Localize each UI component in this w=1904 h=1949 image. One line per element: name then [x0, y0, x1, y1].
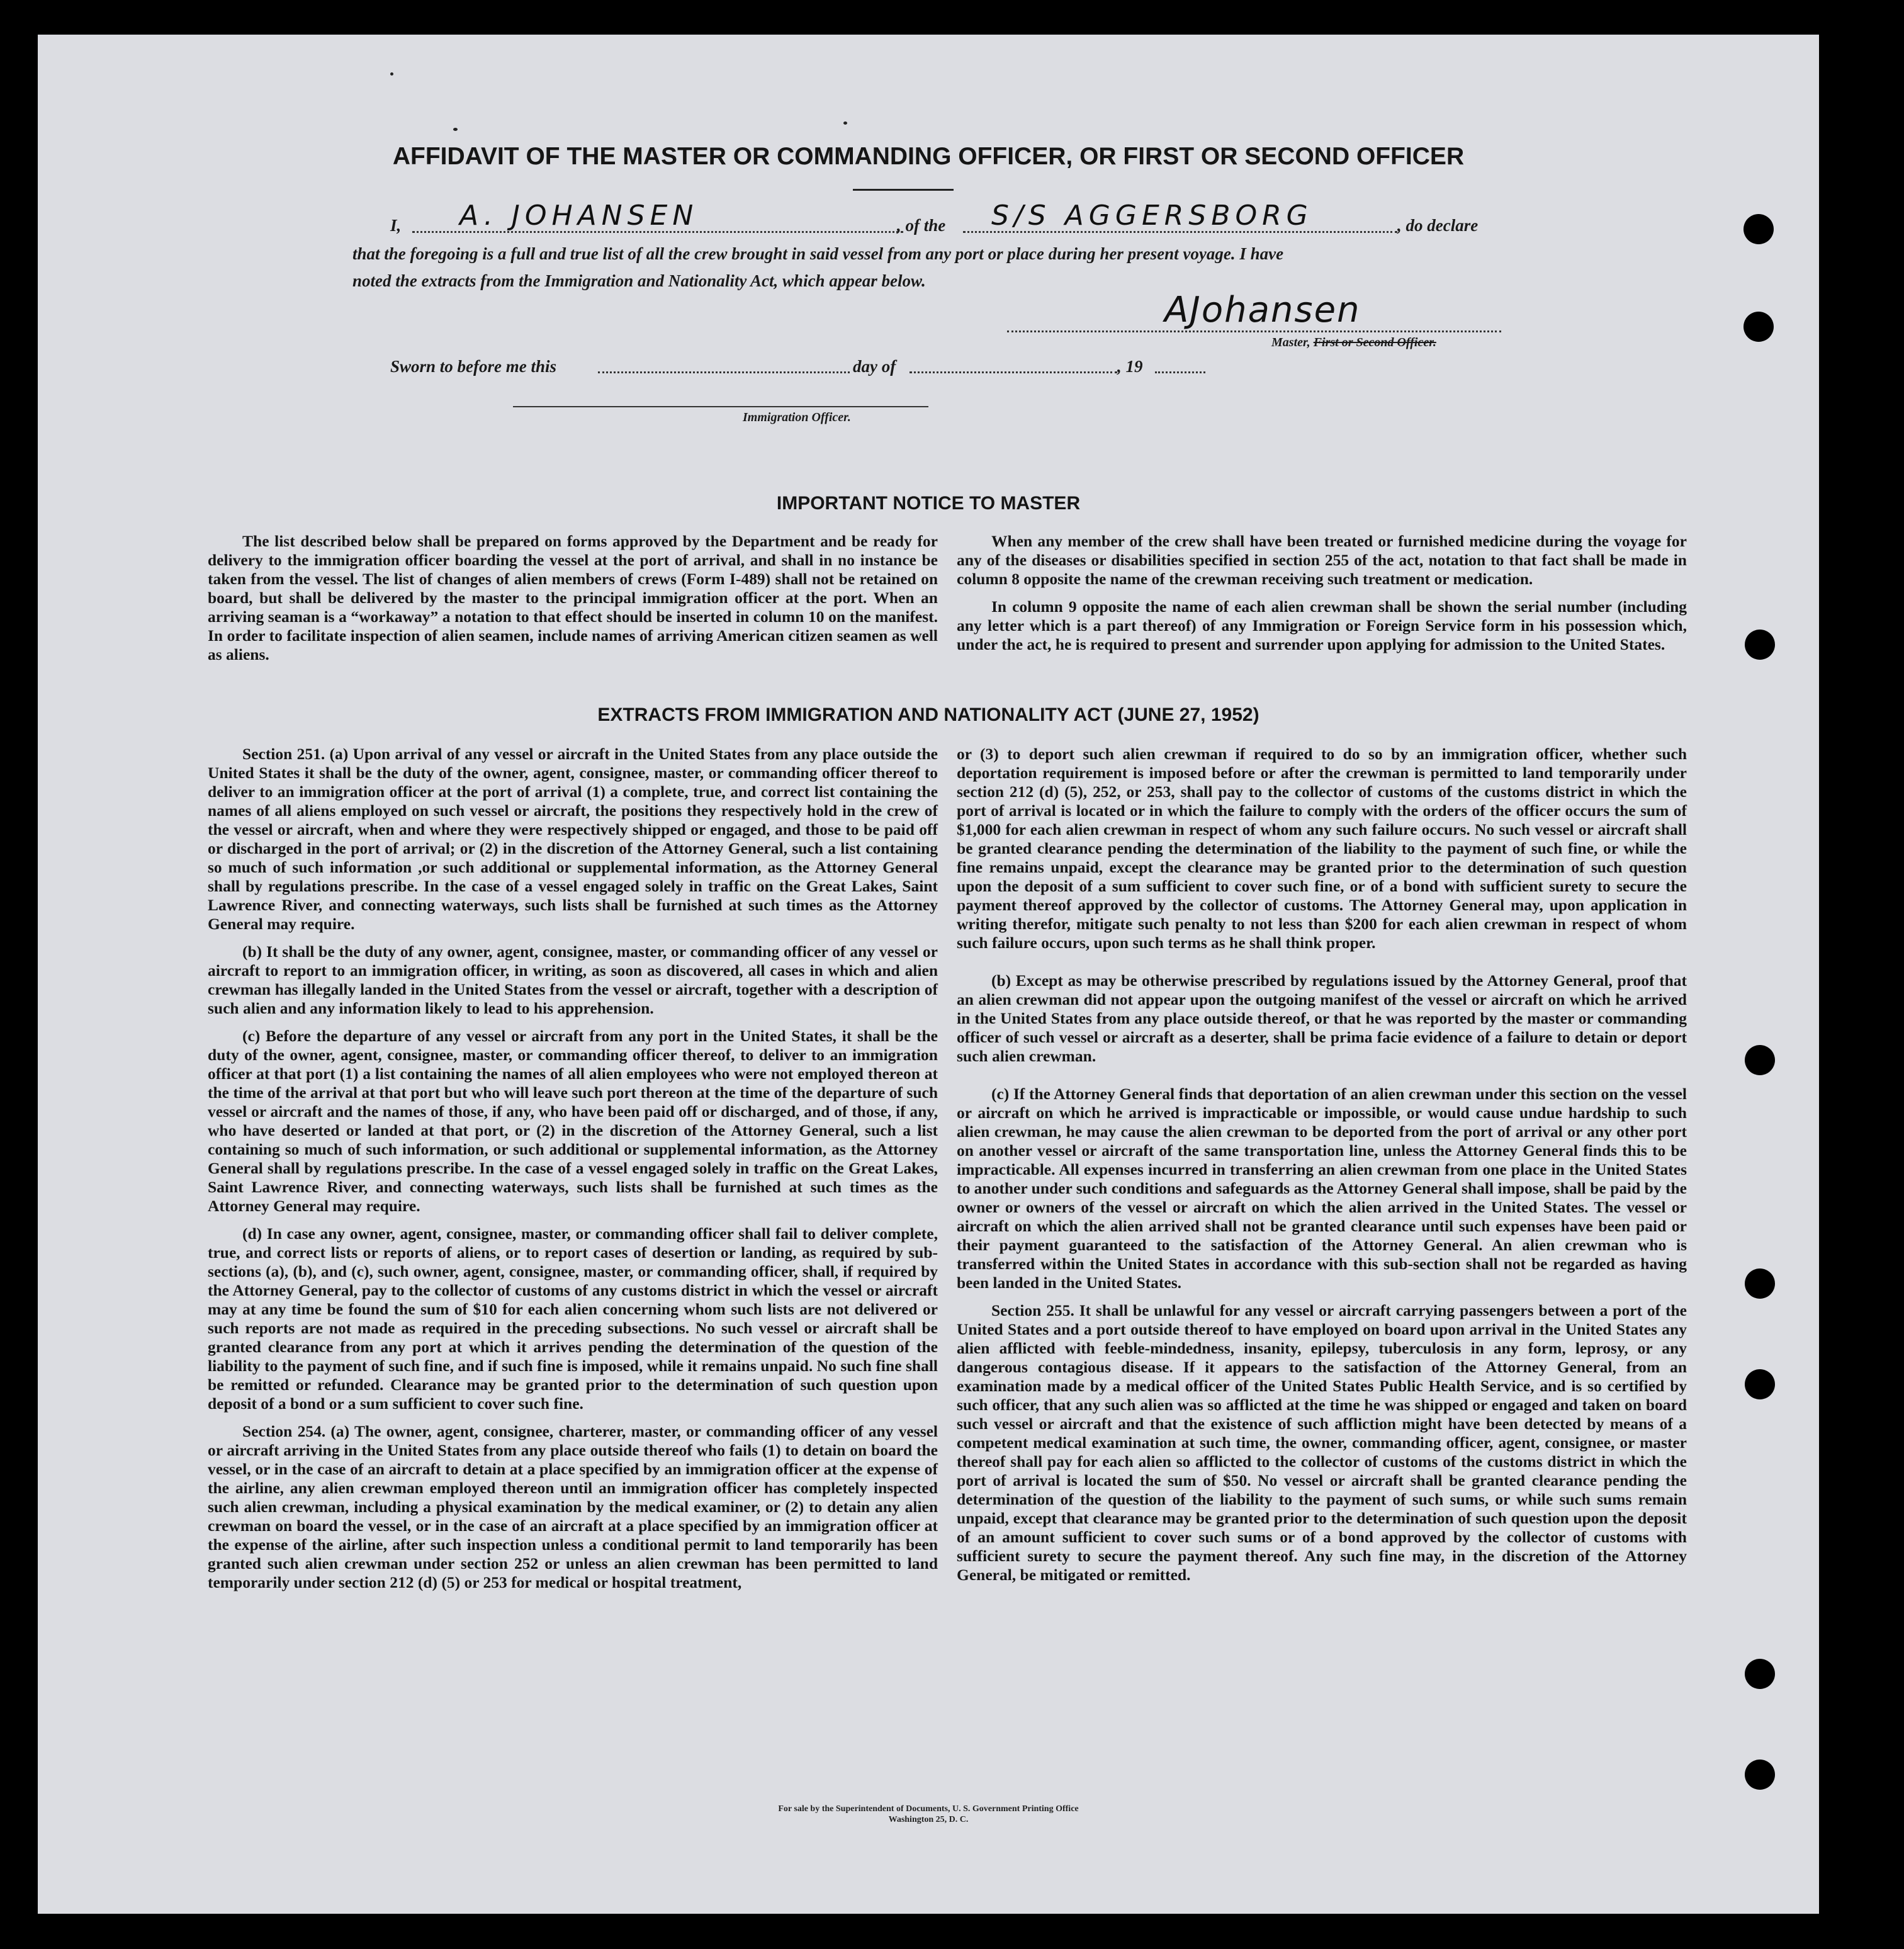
section-251-b: (b) It shall be the duty of any owner, agent, consignee, master, or commanding officer of any vessel or aircraft to report to an immigration officer, in writing, as soon as discovered, all cases in which and alien crewman has illegally landed in the United States from the vessel or aircraft, together with a description of such alien and any information likely to lead to his apprehension. [208, 942, 938, 1017]
extracts-left-column [208, 745, 938, 1601]
signature-caption-struck: First or Second Officer. [1313, 336, 1436, 349]
vessel-field[interactable]: S/S AGGERSBORG [991, 200, 1313, 232]
sworn-year-line [1155, 371, 1205, 373]
binder-hole [1745, 1760, 1775, 1790]
notice-right-column [957, 532, 1687, 663]
footer-line-2: Washington 25, D. C. [888, 1815, 969, 1824]
sworn-day-line [598, 371, 850, 373]
immigration-officer-line [513, 406, 928, 407]
of-the-label: , of the [897, 216, 946, 235]
i-label: I, [390, 216, 402, 235]
speck [453, 128, 458, 131]
speck [390, 72, 393, 76]
notice-right-paragraph: In column 9 opposite the name of each alien crewman shall be shown the serial number (including any letter which is a part thereof) of any Immigration or Foreign Service form in his possession which, under the act, he is required to present and surrender upon applying for admission to the United States. [957, 597, 1687, 653]
sworn-label: Sworn to before me this [390, 357, 557, 376]
binder-hole [1743, 312, 1774, 342]
year-label: , 19 [1117, 357, 1143, 376]
section-251-a: Section 251. (a) Upon arrival of any vessel or aircraft in the United States from any place outside the United States it shall be the duty of the owner, agent, consignee, master, or commanding officer thereof to deliver to an immigration officer at the port of arrival (1) a complete, true, and correct list containing the names of all aliens employed on such vessel or aircraft, the positions they respectively hold in the crew of the vessel or aircraft, when and where they were respectively shipped or engaged, and those to be paid off or discharged in the port of arrival; or (2) in the discretion of the Attorney General, such a list containing so much of such information ,or such additional or supplemental information, as the Attorney General shall by regulations prescribe. In the case of a vessel engaged solely in traffic on the Great Lakes, Saint Lawrence River, and connecting waterways, such lists shall be furnished at such times as the Attorney General may require. [208, 745, 938, 933]
binder-hole [1743, 214, 1774, 244]
affidavit-title: AFFIDAVIT OF THE MASTER OR COMMANDING OFFICER, OR FIRST OR SECOND OFFICER [392, 143, 1465, 170]
notice-left-paragraph: The list described below shall be prepared on forms approved by the Department and be ready for delivery to the immigration officer boarding the vessel at the port of arrival, and shall in no instance be taken from the vessel. The list of changes of alien members of crews (Form I-489) shall not be retained on board, but shall be delivered by the master to the principal immigration officer at the port. When an arriving seaman is a “workaway” a notation to that effect should be inserted in column 10 on the manifest. In order to facilitate inspection of alien seamen, include names of arriving American citizen seamen as well as aliens. [208, 532, 938, 664]
extracts-right-column [957, 745, 1687, 1593]
section-251-c: (c) Before the departure of any vessel or aircraft from any port in the United States, it shall be the duty of the owner, agent, consignee, master, or commanding officer thereof, to deliver to an immigration officer at that port (1) a list containing the names of all alien employees who were not employed thereon at the time of the arrival at that port but who will leave such port thereon at the time of the departure of such vessel or aircraft and the names of those, if any, who have been paid off or discharged, and of those, if any, who have deserted or landed at that port, or (2) in the discretion of the Attorney General, such a list containing so much of such information, or such additional or supplemental information, as the Attorney General shall by regulations prescribe. In the case of a vessel engaged solely in traffic on the Great Lakes, Saint Lawrence River, and connecting waterways, such lists shall be furnished at such times as the Attorney General may require. [208, 1027, 938, 1215]
binder-hole [1745, 630, 1775, 660]
section-254-c: (c) If the Attorney General finds that deportation of an alien crewman under this section on the vessel or aircraft on which he arrived is impracticable or impossible, or would cause undue hardship to such alien crewman, he may cause the alien crewman to be deported from the port of arrival or any other port on another vessel or aircraft of the same transportation line, unless the Attorney General finds this to be impracticable. All expenses incurred in transferring an alien crewman from one place in the United States to another under such conditions and safeguards as the Attorney General shall impose, shall be paid by the owner or owners of the vessel or aircraft on which the alien arrived in the United States. The vessel or aircraft on which the alien arrived shall not be granted clearance until such expenses have been paid or their payment guaranteed to the satisfaction of the Attorney General. An alien crewman who is transferred within the United States in accordance with this sub-section shall not be regarded as having been landed in the United States. [957, 1085, 1687, 1292]
section-255: Section 255. It shall be unlawful for any vessel or aircraft carrying passengers between a port of the United States and a port outside thereof to have employed on board upon arrival in the United States any alien afflicted with feeble-mindedness, insanity, epilepsy, tuberculosis in any form, leprosy, or any dangerous contagious disease. If it appears to the satisfaction of the Attorney General, from an examination made by a medical officer of the United States Public Health Service, and is so certified by such officer, that any such alien was so afflicted at the time he was shipped or engaged and taken on board such vessel or aircraft and that the existence of such affliction might have been detected by means of a competent medical examination at such time, the owner, commanding officer, agent, consignee, or master thereof shall pay for each alien so afflicted to the collector of customs of the customs district in which the port of arrival is located the sum of $50. No vessel or aircraft shall be granted clearance pending the determination of the question of the liability to the payment of such sums, or while such sums remain unpaid, except that clearance may be granted prior to the determination of such question upon the deposit of an amount sufficient to cover such sums or of a bond approved by the collector of customs with sufficient surety to secure the payment thereof. Any such fine may, in the discretion of the Attorney General, be mitigated or remitted. [957, 1301, 1687, 1584]
section-254-a: Section 254. (a) The owner, agent, consignee, charterer, master, or commanding officer of any vessel or aircraft arriving in the United States from any place outside thereof who fails (1) to detain on board the vessel, or in the case of an aircraft to detain at a place specified by an immigration officer at the expense of the airline, any alien crewman employed thereon until an immigration officer has completely inspected such alien crewman, including a physical examination by the medical examiner, or (2) to detain any alien crewman on board the vessel, or in the case of an aircraft at a place specified by an immigration officer at the expense of the airline, after such inspection unless a conditional permit to land temporarily has been granted such alien crewman under section 252 or unless an alien crewman has been permitted to land temporarily under section 212 (d) (5) or 253 for medical or hospital treatment, [208, 1422, 938, 1591]
declaration-line-2: noted the extracts from the Immigration and Nationality Act, which appear below. [352, 271, 926, 290]
binder-hole [1745, 1268, 1775, 1299]
document-page [38, 35, 1819, 1914]
notice-right-paragraph: When any member of the crew shall have been treated or furnished medicine during the voyage for any of the diseases or disabilities specified in section 255 of the act, notation to that fact shall be made in column 8 opposite the name of the crewman receiving such treatment or medication. [957, 532, 1687, 588]
printing-office-footer [38, 1804, 1819, 1825]
declaration-line-1: that the foregoing is a full and true list of all the crew brought in said vessel from any port or place during her present voyage. I have [352, 244, 1284, 263]
signature-caption [1271, 336, 1436, 350]
title-divider [853, 189, 954, 191]
binder-hole [1745, 1659, 1775, 1689]
sworn-month-line [910, 371, 1117, 373]
day-of-label: day of [853, 357, 896, 376]
extracts-title: EXTRACTS FROM IMMIGRATION AND NATIONALITY ACT (JUNE 27, 1952) [597, 704, 1259, 725]
immigration-officer-caption: Immigration Officer. [743, 410, 851, 424]
signature-caption-master: Master, [1271, 336, 1310, 349]
section-254-b: (b) Except as may be otherwise prescribed by regulations issued by the Attorney General, proof that an alien crewman did not appear upon the outgoing manifest of the vessel or aircraft on which he arrived in the United States from any place outside thereof, or that he was reported by the master or commanding officer of such vessel or aircraft as a deserter, shall be prima facie evidence of a failure to detain or deport such alien crewman. [957, 971, 1687, 1065]
signature-line [1007, 330, 1501, 332]
do-declare-label: , do declare [1397, 216, 1479, 235]
notice-left-column [208, 532, 938, 673]
master-signature: AJohansen [1164, 290, 1361, 330]
footer-line-1: For sale by the Superintendent of Documents, U. S. Government Printing Office [778, 1804, 1079, 1814]
section-254-a-continued: or (3) to deport such alien crewman if required to do so by an immigration officer, whether such deportation requirement is imposed before or after the crewman is permitted to land temporarily under section 212 (d) (5), 252, or 253, shall pay to the collector of customs of the customs district in which the port of arrival is located or in which the failure to comply with the orders of the officer occurs the sum of $1,000 for each alien crewman in respect of whom any such failure occurs. No such vessel or aircraft shall be granted clearance pending the determination of the liability to the payment of such fine, or while the fine remains unpaid, except the clearance may be granted prior to the determination of such question upon the deposit of a sum sufficient to cover such fine, or of a bond with sufficient surety to secure the payment thereof approved by the collector of customs. The Attorney General may, upon application in writing therefor, mitigate such penalty to not less than $200 for each alien crewman in respect of whom such failure occurs, upon such terms as he shall think proper. [957, 745, 1687, 952]
speck [843, 121, 847, 125]
section-251-d: (d) In case any owner, agent, consignee, master, or commanding officer shall fail to deliver complete, true, and correct lists or reports of aliens, or to report cases of desertion or landing, as required by sub-sections (a), (b), and (c), such owner, agent, consignee, master, or commanding officer, shall, if required by the Attorney General, pay to the collector of customs of any customs district in which the vessel or aircraft may at any time be found the sum of $10 for each alien concerning whom such lists are not delivered or such reports are not made as required in the preceding subsections. No such vessel or aircraft shall be granted clearance from any port at which it arrives pending the determination of the question of the liability to the payment of such fine, and if such fine is imposed, while it remains unpaid. No such fine shall be remitted or refunded. Clearance may be granted prior to the determination of such question upon deposit of a bond or a sum sufficient to cover such fine. [208, 1224, 938, 1413]
name-field[interactable]: A. JOHANSEN [459, 200, 699, 232]
binder-hole [1745, 1045, 1775, 1075]
notice-title: IMPORTANT NOTICE TO MASTER [776, 493, 1081, 514]
binder-hole [1745, 1369, 1775, 1399]
